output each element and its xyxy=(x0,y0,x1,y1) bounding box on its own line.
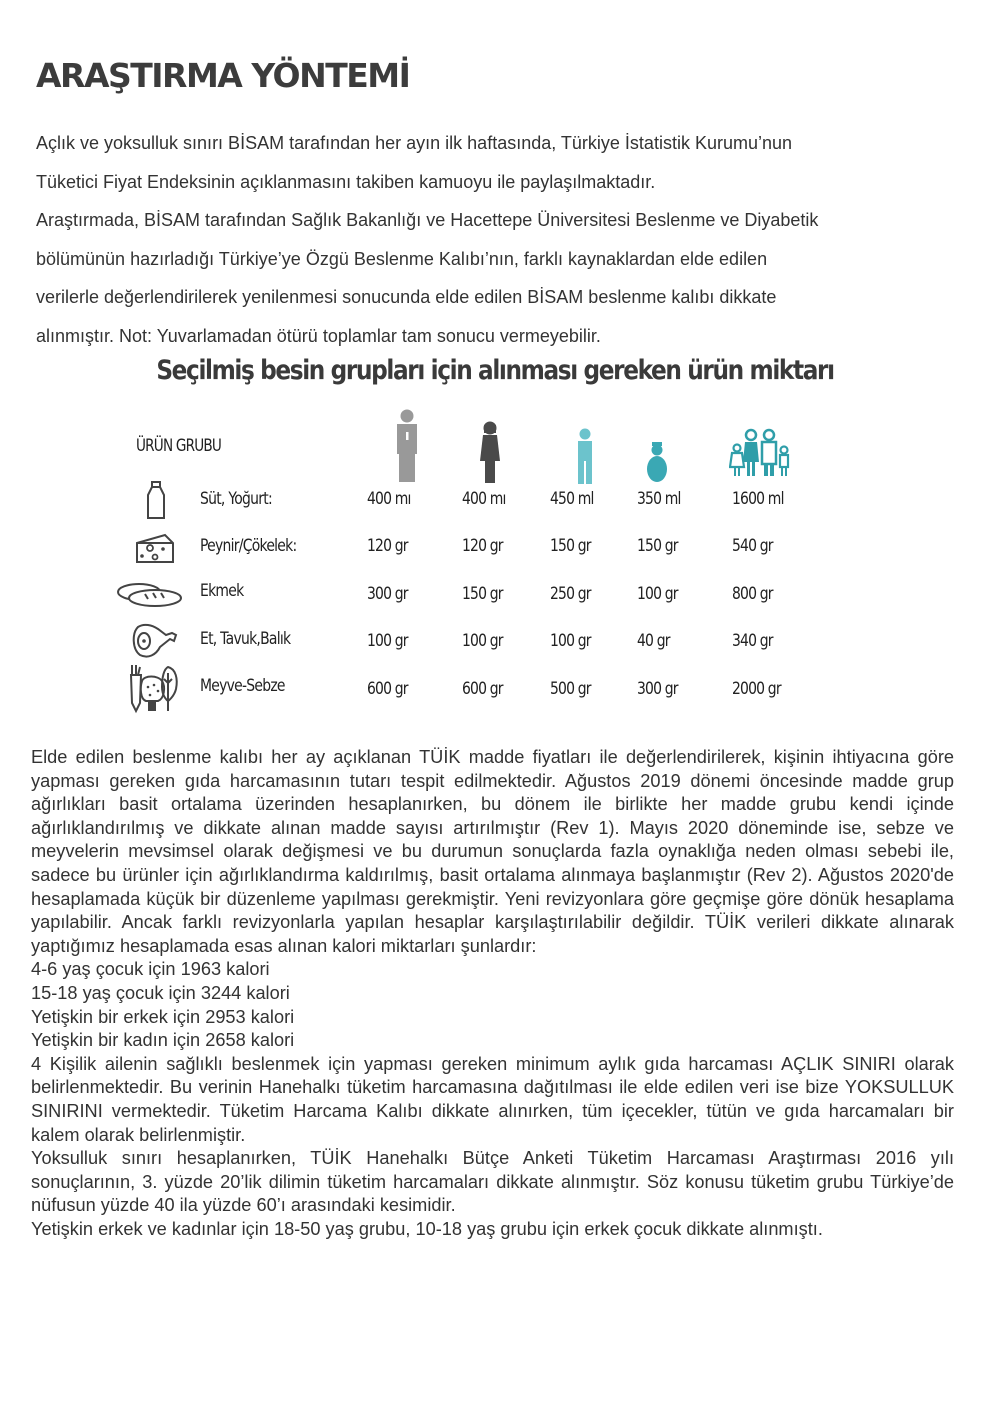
table-cell: 100 gr xyxy=(462,631,503,651)
table-cell: 450 ml xyxy=(550,489,594,509)
calorie-item: Yetişkin bir erkek için 2953 kalori xyxy=(31,1006,295,1027)
calorie-item: Yetişkin bir kadın için 2658 kalori xyxy=(31,1030,295,1051)
row-label: Et, Tavuk,Balık xyxy=(200,629,291,649)
row-label: Meyve-Sebze xyxy=(200,676,285,696)
table-cell: 400 mı xyxy=(462,489,506,509)
table-cell: 40 gr xyxy=(637,631,670,651)
table-cell: 800 gr xyxy=(732,584,773,604)
row-label: Süt, Yoğurt: xyxy=(200,489,272,509)
intro-line: Tüketici Fiyat Endeksinin açıklanmasını takiben kamuoyu ile paylaşılmaktadır. xyxy=(36,171,656,192)
bread-icon xyxy=(115,580,183,608)
intro-line: Açlık ve yoksulluk sınırı BİSAM tarafından her ayın ilk haftasında, Türkiye İstatistik Kurumu’nun xyxy=(36,133,792,153)
milk-bottle-icon xyxy=(145,481,167,521)
table-cell: 600 gr xyxy=(367,679,408,699)
table-cell: 540 gr xyxy=(732,536,773,556)
woman-icon xyxy=(475,421,505,483)
intro-line: alınmıştır. Not: Yuvarlamadan ötürü toplamlar tam sonucu vermeyebilir. xyxy=(36,325,601,346)
table-cell: 100 gr xyxy=(367,631,408,651)
table-cell: 300 gr xyxy=(637,679,678,699)
page-title: ARAŞTIRMA YÖNTEMİ xyxy=(36,56,410,95)
table-cell: 100 gr xyxy=(637,584,678,604)
paragraph: Yetişkin erkek ve kadınlar için 18-50 yaş grubu, 10-18 yaş grubu için erkek çocuk dikkate alınmıştı. xyxy=(31,1218,823,1239)
girl-icon xyxy=(646,442,668,484)
table-cell: 350 ml xyxy=(637,489,681,509)
paragraph: 4 Kişilik ailenin sağlıklı beslenmek için yapması gereken minimum aylık gıda harcaması AÇLIK SINIRI olarak belirlenmektedir. Bu verinin Hanehalkı tüketim harcamasına dağıtılması ile elde edilen veri ise bize YOKSULLUK SINIRINI vermektedir. Tüketim Harcama Kalıbı dikkate alınırken, tüm içecekler, tütün ve gıda harcamaları bir kalem olarak belirlenmiştir. xyxy=(31,1053,954,1145)
table-cell: 1600 ml xyxy=(732,489,784,509)
calorie-item: 4-6 yaş çocuk için 1963 kalori xyxy=(31,959,270,980)
man-icon xyxy=(392,408,422,482)
row-label: Peynir/Çökelek: xyxy=(200,536,297,556)
table-cell: 300 gr xyxy=(367,584,408,604)
table-cell: 150 gr xyxy=(550,536,591,556)
intro-text xyxy=(36,124,966,356)
table-cell: 340 gr xyxy=(732,631,773,651)
family-icon xyxy=(729,428,791,478)
calorie-item: 15-18 yaş çocuk için 3244 kalori xyxy=(31,982,290,1003)
vegetables-icon xyxy=(128,663,180,715)
product-group-header: ÜRÜN GRUBU xyxy=(136,436,222,456)
cheese-icon xyxy=(135,531,175,564)
table-cell: 120 gr xyxy=(462,536,503,556)
table-cell: 100 gr xyxy=(550,631,591,651)
table-cell: 400 mı xyxy=(367,489,411,509)
intro-line: Araştırmada, BİSAM tarafından Sağlık Bakanlığı ve Hacettepe Üniversitesi Beslenme ve Diyabetik xyxy=(36,210,819,231)
paragraph: Yoksulluk sınırı hesaplanırken, TÜİK Hanehalkı Bütçe Anketi Tüketim Harcaması Araştırması 2016 yılı sonuçlarının, 3. yüzde 20’lik dilimin tüketim harcamaları dikkate alınmıştır. Söz konusu tüketim grubu Türkiye’de nüfusun yüzde 40 ila yüzde 60’ı arasındaki kesimidir. xyxy=(31,1148,954,1216)
intro-line: bölümünün hazırladığı Türkiye’ye Özgü Beslenme Kalıbı’nın, farklı kaynaklardan elde edilen xyxy=(36,248,768,269)
boy-icon xyxy=(575,428,595,484)
meat-icon xyxy=(130,623,180,659)
row-label: Ekmek xyxy=(200,581,244,601)
table-cell: 250 gr xyxy=(550,584,591,604)
table-cell: 500 gr xyxy=(550,679,591,699)
table-cell: 2000 gr xyxy=(732,679,781,699)
table-cell: 120 gr xyxy=(367,536,408,556)
table-cell: 150 gr xyxy=(462,584,503,604)
intro-line: verilerle değerlendirilerek yenilenmesi sonucunda elde edilen BİSAM beslenme kalıbı dikkate xyxy=(36,287,777,308)
paragraph: Elde edilen beslenme kalıbı her ay açıklanan TÜİK madde fiyatları ile değerlendirilerek, kişinin ihtiyacına göre yapması gereken gıda harcamasının tutarı tespit edilmektedir. Ağustos 2019 dönemi öncesinde madde grup ağırlıkları basit ortalama üzerinden hesaplanırken, bu dönem ile birlikte her madde grubu kendi içinde ağırlıklandırılmış ve dikkate alınan madde sayısı artırılmıştır (Rev 1). Mayıs 2020 döneminde ise, sebze ve meyvelerin mevsimsel olarak değişmesi ve bu durumun sonuçlarda fazla oynaklığa neden olması sebebi ile, sadece bu ürünler için ağırlıklandırma kaldırılmış, basit ortalama alınmaya başlanmıştır (Rev 2). Ağustos 2020'de hesaplamada küçük bir düzenleme yapılması gerekmiştir. Yeni revizyonlara göre geçmişe göre dönük hesaplama yapılabilir. Ancak farklı revizyonlarla yapılan hesaplar karşılaştırılabilir değildir. TÜİK verileri dikkate alınarak yaptığımız hesaplamada esas alınan kalori miktarları şunlardır: xyxy=(31,747,954,956)
table-title: Seçilmiş besin grupları için alınması gereken ürün miktarı xyxy=(156,355,834,386)
table-cell: 150 gr xyxy=(637,536,678,556)
table-cell: 600 gr xyxy=(462,679,503,699)
methodology-text xyxy=(31,746,954,1241)
